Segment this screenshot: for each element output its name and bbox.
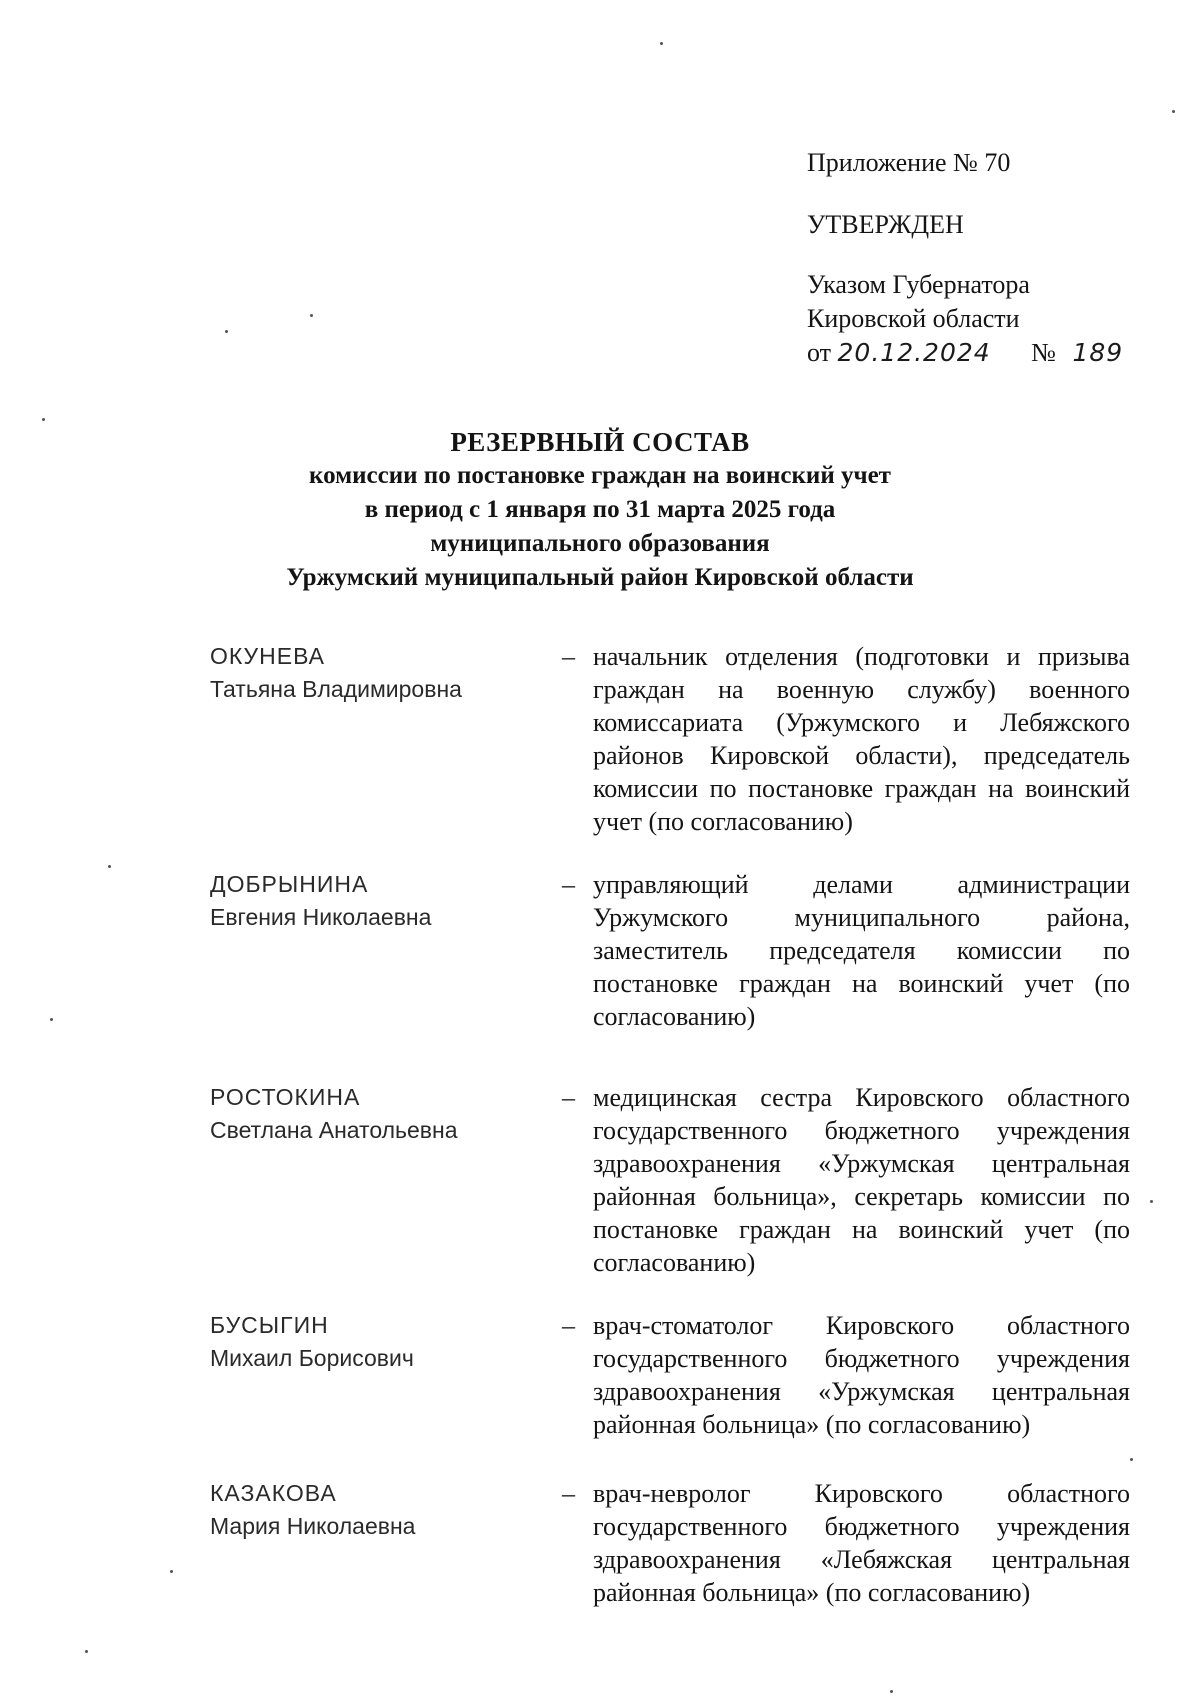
appendix-number: Приложение № 70 (807, 148, 1011, 177)
member-given-names: Светлана Анатольевна (210, 1117, 458, 1143)
member-given-names: Мария Николаевна (210, 1513, 416, 1539)
scan-speck (890, 1690, 893, 1693)
title-line-5: Уржумский муниципальный район Кировской области (286, 564, 914, 591)
member-dash: – (562, 870, 575, 899)
handwritten-date: 20.12.2024 (837, 338, 991, 367)
title-line-3: в период с 1 января по 31 марта 2025 года (364, 496, 836, 523)
date-prefix: от (807, 338, 832, 367)
scan-speck (42, 418, 45, 421)
scan-speck (1172, 110, 1175, 113)
title-main: РЕЗЕРВНЫЙ СОСТАВ (450, 427, 750, 457)
title-line-2: комиссии по постановке граждан на воинский учет (309, 462, 891, 489)
scan-speck (108, 865, 111, 868)
decree-line-2: Кировской области (807, 304, 1020, 333)
member-name (210, 640, 550, 706)
scan-speck (85, 1650, 88, 1653)
member-dash: – (562, 1311, 575, 1340)
title-line-4: муниципального образования (430, 530, 770, 557)
member-name (210, 1477, 550, 1543)
decree-line-1: Указом Губернатора (807, 270, 1030, 299)
document-title (200, 425, 1000, 595)
member-surname: КАЗАКОВА (210, 1480, 337, 1506)
scan-speck (225, 330, 228, 333)
scan-speck (50, 1018, 53, 1021)
member-surname: ОКУНЕВА (210, 643, 326, 669)
approved-label: УТВЕРЖДЕН (807, 210, 964, 239)
member-name (210, 1309, 550, 1375)
member-name (210, 1081, 550, 1147)
number-prefix: № (1031, 338, 1056, 367)
member-dash: – (562, 1083, 575, 1112)
scan-speck (1130, 1458, 1133, 1461)
member-surname: РОСТОКИНА (210, 1084, 361, 1110)
member-role: врач-невролог Кировского областного государственного бюджетного учреждения здравоохранения «Лебяжская центральная районная больница» (по согласованию) (593, 1479, 1130, 1607)
member-role: медицинская сестра Кировского областного государственного бюджетного учреждения здравоохранения «Уржумская центральная районная больница», секретарь комиссии по постановке граждан на воинский учет (по согласованию) (593, 1083, 1130, 1277)
member-name (210, 868, 550, 934)
member-surname: БУСЫГИН (210, 1312, 329, 1338)
member-dash: – (562, 642, 575, 671)
member-role: начальник отделения (подготовки и призыва граждан на военную службу) военного комиссариата (Уржумского и Лебяжского районов Кировской области), председатель комиссии по постановке граждан на воинский учет (по согласованию) (593, 642, 1130, 836)
approval-block (807, 146, 1123, 370)
member-surname: ДОБРЫНИНА (210, 871, 369, 897)
member-given-names: Евгения Николаевна (210, 904, 432, 930)
member-given-names: Татьяна Владимировна (210, 676, 462, 702)
scan-speck (310, 314, 313, 317)
handwritten-number: 189 (1072, 338, 1124, 367)
decree-date-row (807, 336, 1123, 370)
member-role: управляющий делами администрации Уржумского муниципального района, заместитель председателя комиссии по постановке граждан на воинский учет (по согласованию) (593, 870, 1130, 1031)
scan-speck (660, 42, 663, 45)
member-role: врач-стоматолог Кировского областного государственного бюджетного учреждения здравоохранения «Уржумская центральная районная больница» (по согласованию) (593, 1311, 1130, 1439)
scan-speck (170, 1570, 173, 1573)
member-given-names: Михаил Борисович (210, 1345, 414, 1371)
member-dash: – (562, 1479, 575, 1508)
scan-speck (1150, 1200, 1153, 1203)
